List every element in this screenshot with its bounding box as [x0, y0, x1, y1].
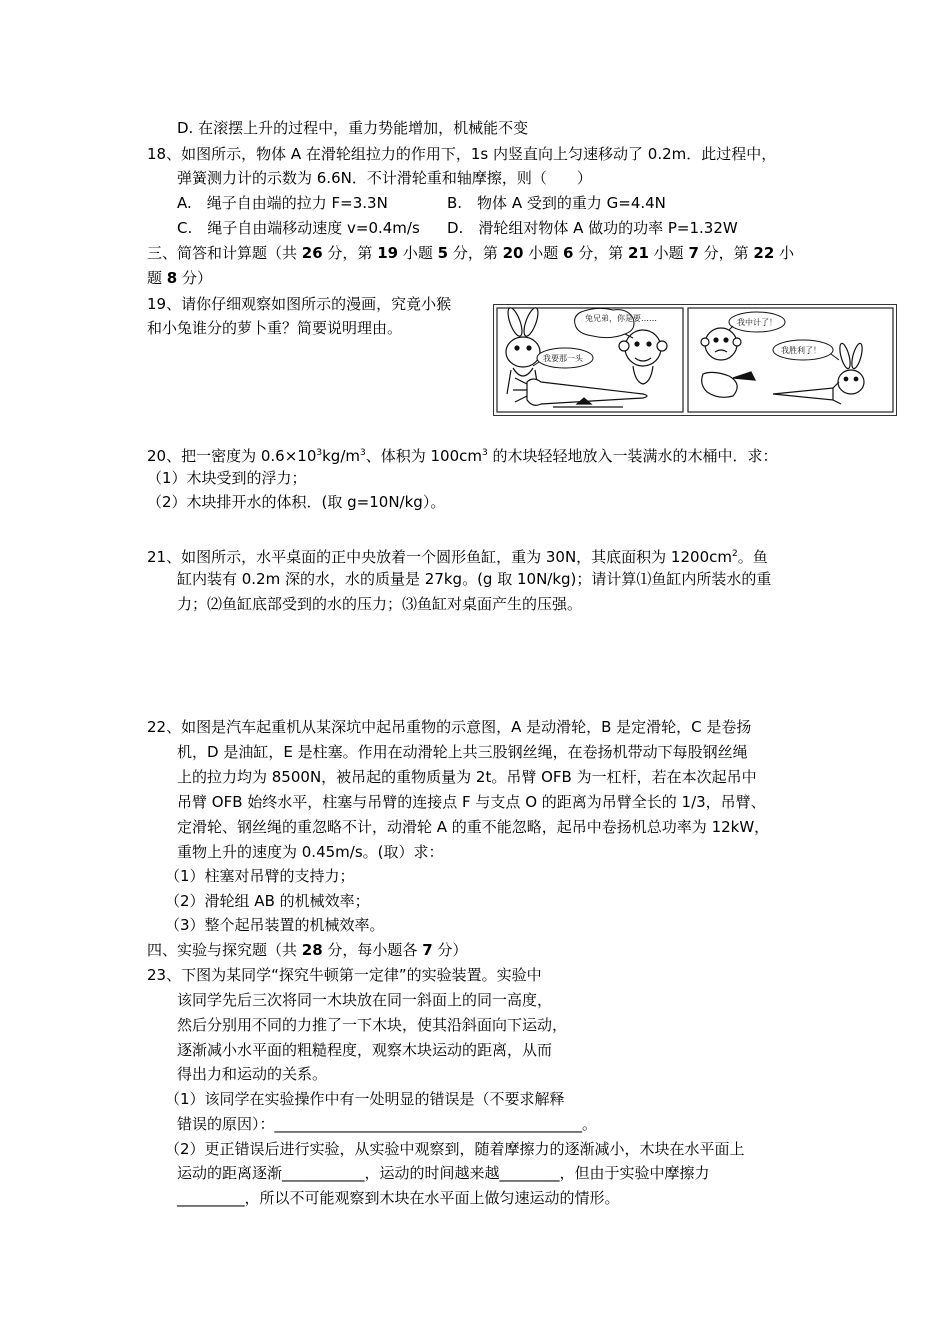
q23-line3: 然后分别用不同的力推了一下木块，使其沿斜面向下运动， [177, 1016, 568, 1034]
q19-line2: 和小兔谁分的萝卜重？简要说明理由。 [147, 319, 403, 337]
bubble-text-3: 我中计了！ [737, 318, 777, 327]
q22-sub3: （3）整个起吊装置的机械效率。 [165, 916, 385, 934]
q20-sub1: （1）木块受到的浮力； [147, 469, 307, 487]
q22-line2: 机，D 是油缸，E 是柱塞。作用在动滑轮上共三股钢丝绳，在卷扬机带动下每股钢丝绳 [177, 743, 748, 761]
q20-stem: 20、把一密度为 $0.6\times 10^3kg/m^3$、体积为 $100cm^3$ 的木块轻轻地放入一装满水的木桶中．求： [147, 447, 778, 465]
section-4-heading: 四、实验与探究题（共 28 分，每小题各 7 分） [147, 941, 468, 959]
q23-line1: 23、下图为某同学“探究牛顿第一定律”的实验装置。实验中 [147, 966, 542, 984]
q20-sub2: （2）木块排开水的体积．(取 g=10N/kg）。 [147, 493, 446, 511]
q23-sub2-line1: （2）更正错误后进行实验，从实验中观察到，随着摩擦力的逐渐减小，木块在水平面上 [165, 1140, 745, 1158]
q22-line4: 吊臂 OFB 始终水平，柱塞与吊臂的连接点 F 与支点 O 的距离为吊臂全长的 1/3，吊臂、 [177, 793, 766, 811]
q23-line2: 该同学先后三次将同一木块放在同一斜面上的同一高度， [177, 991, 553, 1009]
q21-line2: 缸内装有 0.2m 深的水，水的质量是 27kg。(g 取 10N/kg)；请计算⑴鱼缸内所装水的重 [177, 570, 772, 588]
bubble-text-1: 兔兄弟，你是要…… [585, 314, 657, 323]
q23-sub1-line1: （1）该同学在实验操作中有一处明显的错误是（不要求解释 [165, 1090, 565, 1108]
bubble-text-4: 我胜利了！ [781, 346, 821, 355]
q18-stem-line1: 18、如图所示，物体 A 在滑轮组拉力的作用下，1s 内竖直向上匀速移动了 0.2m．此过程中， [147, 145, 777, 163]
q23-sub1-line2: 错误的原因）：_________________________________________。 [177, 1115, 598, 1133]
q22-sub2: （2）滑轮组 AB 的机械效率； [165, 892, 370, 910]
q19-line1: 19、请你仔细观察如图所示的漫画，究竟小猴 [147, 295, 452, 313]
q22-sub1: （1）柱塞对吊臂的支持力； [165, 867, 355, 885]
q23-line4: 逐渐减小水平面的粗糙程度，观察木块运动的距离，从而 [177, 1041, 553, 1059]
q18-option-b: B. 物体 A 受到的重力 G=4.4N [447, 194, 666, 212]
q18-option-d: D. 滑轮组对物体 A 做功的功率 P=1.32W [447, 219, 738, 237]
q18-stem-line2: 弹簧测力计的示数为 6.6N．不计滑轮重和轴摩擦，则（ ） [177, 169, 592, 187]
q17-option-d: D. 在滚摆上升的过程中，重力势能增加，机械能不变 [177, 119, 529, 137]
section-3-heading-cont: 题 8 分） [147, 269, 212, 287]
speech-bubble-1 [575, 308, 634, 338]
q23-sub2-line2: 运动的距离逐渐___________，运动的时间越来越________，但由于实验中摩擦力 [177, 1164, 710, 1182]
bubble-text-2: 我要那一头 [543, 354, 583, 363]
q23-sub2-line3: _________，所以不可能观察到木块在水平面上做匀速运动的情形。 [177, 1189, 620, 1207]
q23-line5: 得出力和运动的关系。 [177, 1065, 328, 1083]
q22-line6: 重物上升的速度为 0.45m/s。(取）求： [177, 843, 444, 861]
comic-illustration [493, 304, 897, 416]
q22-line5: 定滑轮、钢丝绳的重忽略不计，动滑轮 A 的重不能忽略，起吊中卷扬机总功率为 12kW， [177, 818, 770, 836]
q22-line1: 22、如图是汽车起重机从某深坑中起吊重物的示意图，A 是动滑轮，B 是定滑轮，C 是卷扬 [147, 718, 752, 736]
q22-line3: 上的拉力均为 8500N，被吊起的重物质量为 2t。吊臂 OFB 为一杠杆，若在本次起吊中 [177, 768, 757, 786]
q21-line3: 力；⑵鱼缸底部受到的水的压力；⑶鱼缸对桌面产生的压强。 [177, 595, 583, 613]
section-3-heading: 三、简答和计算题（共 26 分，第 19 小题 5 分，第 20 小题 6 分，第 21 小题 7 分，第 22 小 [147, 244, 795, 262]
q18-option-a: A. 绳子自由端的拉力 F=3.3N [177, 194, 388, 212]
q21-line1: 21、如图所示，水平桌面的正中央放着一个圆形鱼缸，重为 30N，其底面积为 $1200cm^2$。鱼 [147, 548, 768, 566]
q18-option-c: C. 绳子自由端移动速度 v=0.4m/s [177, 219, 420, 237]
